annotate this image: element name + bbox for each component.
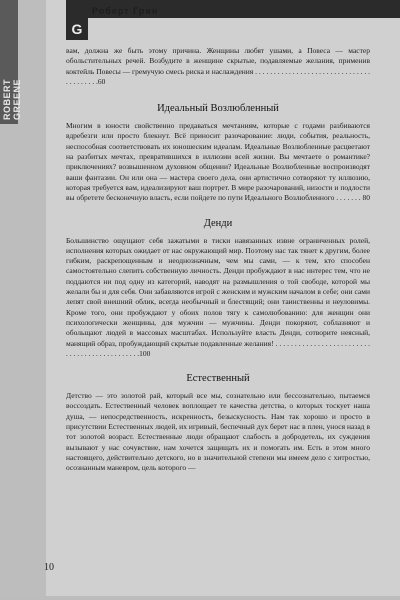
section-title-natural: Естественный (186, 373, 250, 385)
page-bottom-edge (0, 596, 400, 600)
running-header-author: Роберт Грин (92, 6, 159, 16)
section-text-ideal-lover: Многим в юности свойственно предаваться мечтаниям, которые с годами разбиваются вдребезги или просто блекнут. Всё приносит разочарование: люди, события, реальность, неспособная соответствовать их юношеским идеалам. Идеальные Возлюбленные расцветают на разбитых мечтах, превратившихся в иллюзии всей жизни. Вы мечтаете о романтике? приключениях? возвышенном духовном общении? Идеальные Возлюбленные воспроизводят ваши фантазии. Он или она — мастера своего дела, они артистично сотворяют ту иллюзию, которая требуется вам, идеализируют ваш портрет. В мире разочарований, низости и подлости вы обретете бесконечную власть, если пойдете по пути Идеального Возлюбленного . . . . . . . 80 (66, 121, 370, 203)
section-text-natural: Детство — это золотой рай, который все мы, сознательно или бессознательно, пытаемся воссоздать. Естественный человек воплощает те качества детства, о которых тоскует наша душа, — непосредственность, искренность, безыскусность. Нам так хорошо и просто в присутствии Естественных людей, их игривый, беспечный дух берет нас в плен, унося назад в тот золотой возраст. Естественные люди обращают слабость в добродетель, их суждения вызывают у нас сочувствие, нам хочется защищать их и помогать им. Есть в этом много настоящего, действительно детского, но в значительной степени мы имеем дело с хитростью, осознанным маневром, цель которого — (66, 391, 370, 473)
section-text-dandy: Большинство ощущают себя зажатыми в тиски навязанных извне ограниченных ролей, исполнения которых ожидает от нас окружающий мир. Поэтому нас так тянет к другим, более гибким, раскрепощенным и неоднозначным, чем мы сами, — к тем, кто способен самостоятельно слепить собственную личность. Денди пробуждают в нас интерес тем, что не поддаются ни под одну из категорий, наводят на размышления о той свободе, которой мы желали бы и для себя. Они забавляются игрой с женским и мужским началом в себе; они сами лепят свой внешний облик, всегда необычный и блестящий; они таинственны и неуловимы. Кроме того, они пробуждают у обоих полов тягу к самолюбованию: для женщин они психологически женщины, для мужчин — мужчины. Денди покоряют, соблазняют и обольщают людей в массовых масштабах. Используйте власть Денди, сотворите неясный, манящий образ, пробуждающий скрытые подавленные желания! . . . . . . . . . . . . . . . . . . . . . . . . . . . . . . . . . . . . . . . . . . . . .100 (66, 235, 370, 358)
intro-paragraph: вам, должна же быть этому причина. Женщины любят ушами, а Повеса — мастер обольстительных речей. Возбудите в женщине скрытые, подавляемые желания, применив коктейль Повесы — гремучую смесь риска и наслаждения . . . . . . . . . . . . . . . . . . . . . . . . . . . . . . . . . . . . . . . .60 (66, 46, 370, 86)
page-content (66, 46, 370, 474)
page-sidebar (0, 0, 46, 600)
section-title-ideal-lover: Идеальный Возлюбленный (157, 103, 279, 115)
sidebar-author-label: ROBERT GREENE (2, 78, 22, 120)
section-title-dandy: Денди (203, 217, 233, 229)
page-number: 10 (44, 562, 54, 573)
series-logo: G (66, 18, 88, 40)
